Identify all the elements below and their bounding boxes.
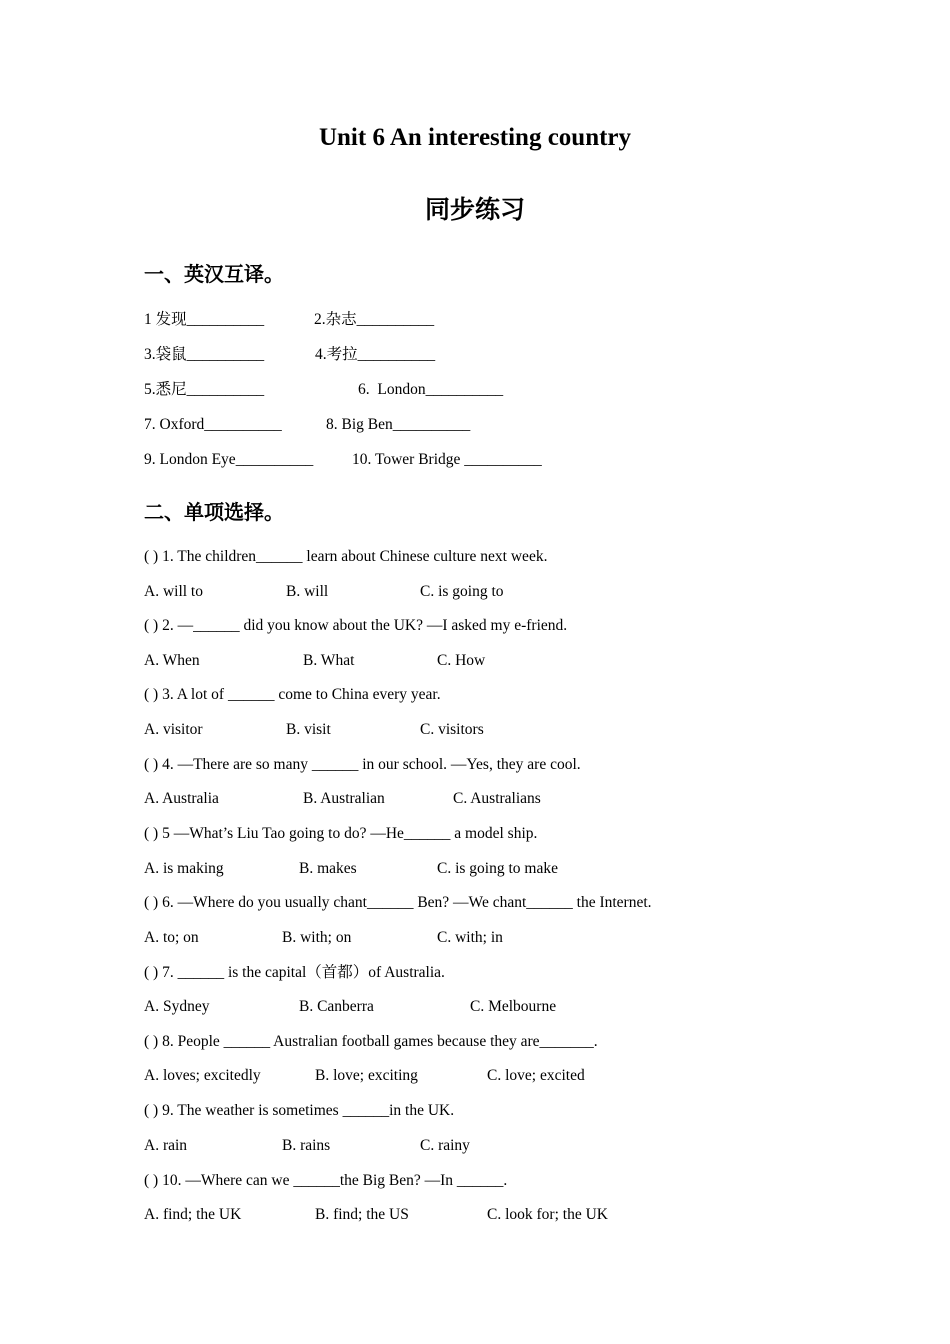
option-c: C. look for; the UK — [487, 1206, 608, 1223]
option-c: C. is going to make — [437, 860, 558, 877]
option-a: A. will to — [144, 583, 203, 600]
option-b: B. Australian — [303, 790, 385, 807]
vocab-item: 7. Oxford__________ — [144, 416, 282, 433]
option-a: A. When — [144, 652, 200, 669]
option-a: A. visitor — [144, 721, 203, 738]
question-stem: ( ) 10. —Where can we ______the Big Ben? —In ______. — [144, 1172, 508, 1189]
page-subtitle: 同步练习 — [424, 197, 525, 224]
vocab-item: 1 发现__________ — [144, 311, 265, 328]
question-stem: ( ) 7. ______ is the capital（首都）of Australia. — [144, 964, 445, 981]
option-c: C. with; in — [437, 929, 503, 946]
option-c: C. is going to — [420, 583, 504, 600]
option-b: B. Canberra — [299, 998, 374, 1015]
vocab-item: 10. Tower Bridge __________ — [352, 451, 542, 468]
option-a: A. Australia — [144, 790, 219, 807]
question-stem: ( ) 6. —Where do you usually chant______ Ben? —We chant______ the Internet. — [144, 894, 652, 911]
option-a: A. Sydney — [144, 998, 210, 1015]
option-a: A. to; on — [144, 929, 199, 946]
vocab-item: 9. London Eye__________ — [144, 451, 314, 468]
option-b: B. love; exciting — [315, 1067, 418, 1084]
option-c: C. How — [437, 652, 486, 669]
question-stem: ( ) 2. —______ did you know about the UK? —I asked my e-friend. — [144, 617, 568, 634]
vocab-item: 6. London__________ — [358, 381, 504, 398]
option-b: B. visit — [286, 721, 331, 738]
section1-heading: 一、英汉互译。 — [144, 262, 284, 286]
option-b: B. find; the US — [315, 1206, 409, 1223]
option-a: A. rain — [144, 1137, 188, 1154]
vocab-item: 8. Big Ben__________ — [326, 416, 471, 433]
section2-heading: 二、单项选择。 — [144, 500, 284, 524]
option-c: C. Melbourne — [470, 998, 557, 1015]
option-b: B. rains — [282, 1137, 331, 1154]
question-stem: ( ) 1. The children______ learn about Chinese culture next week. — [144, 548, 548, 565]
option-b: B. makes — [299, 860, 357, 877]
vocab-item: 5.悉尼__________ — [144, 381, 265, 398]
question-stem: ( ) 8. People ______ Australian football games because they are_______. — [144, 1033, 598, 1050]
option-c: C. visitors — [420, 721, 484, 738]
vocab-item: 3.袋鼠__________ — [144, 346, 265, 363]
option-c: C. Australians — [453, 790, 541, 807]
option-c: C. love; excited — [487, 1067, 585, 1084]
question-stem: ( ) 3. A lot of ______ come to China every year. — [144, 686, 441, 703]
page-title: Unit 6 An interesting country — [318, 124, 632, 151]
question-stem: ( ) 5 —What’s Liu Tao going to do? —He______ a model ship. — [144, 825, 538, 842]
option-b: B. will — [286, 583, 329, 600]
option-b: B. What — [303, 652, 355, 669]
option-a: A. is making — [144, 860, 224, 877]
option-c: C. rainy — [420, 1137, 470, 1154]
vocab-item: 2.杂志__________ — [314, 311, 435, 328]
option-b: B. with; on — [282, 929, 352, 946]
question-stem: ( ) 4. —There are so many ______ in our school. —Yes, they are cool. — [144, 756, 581, 773]
option-a: A. find; the UK — [144, 1206, 242, 1223]
vocab-item: 4.考拉__________ — [315, 346, 436, 363]
question-stem: ( ) 9. The weather is sometimes ______in the UK. — [144, 1102, 455, 1119]
option-a: A. loves; excitedly — [144, 1067, 261, 1084]
